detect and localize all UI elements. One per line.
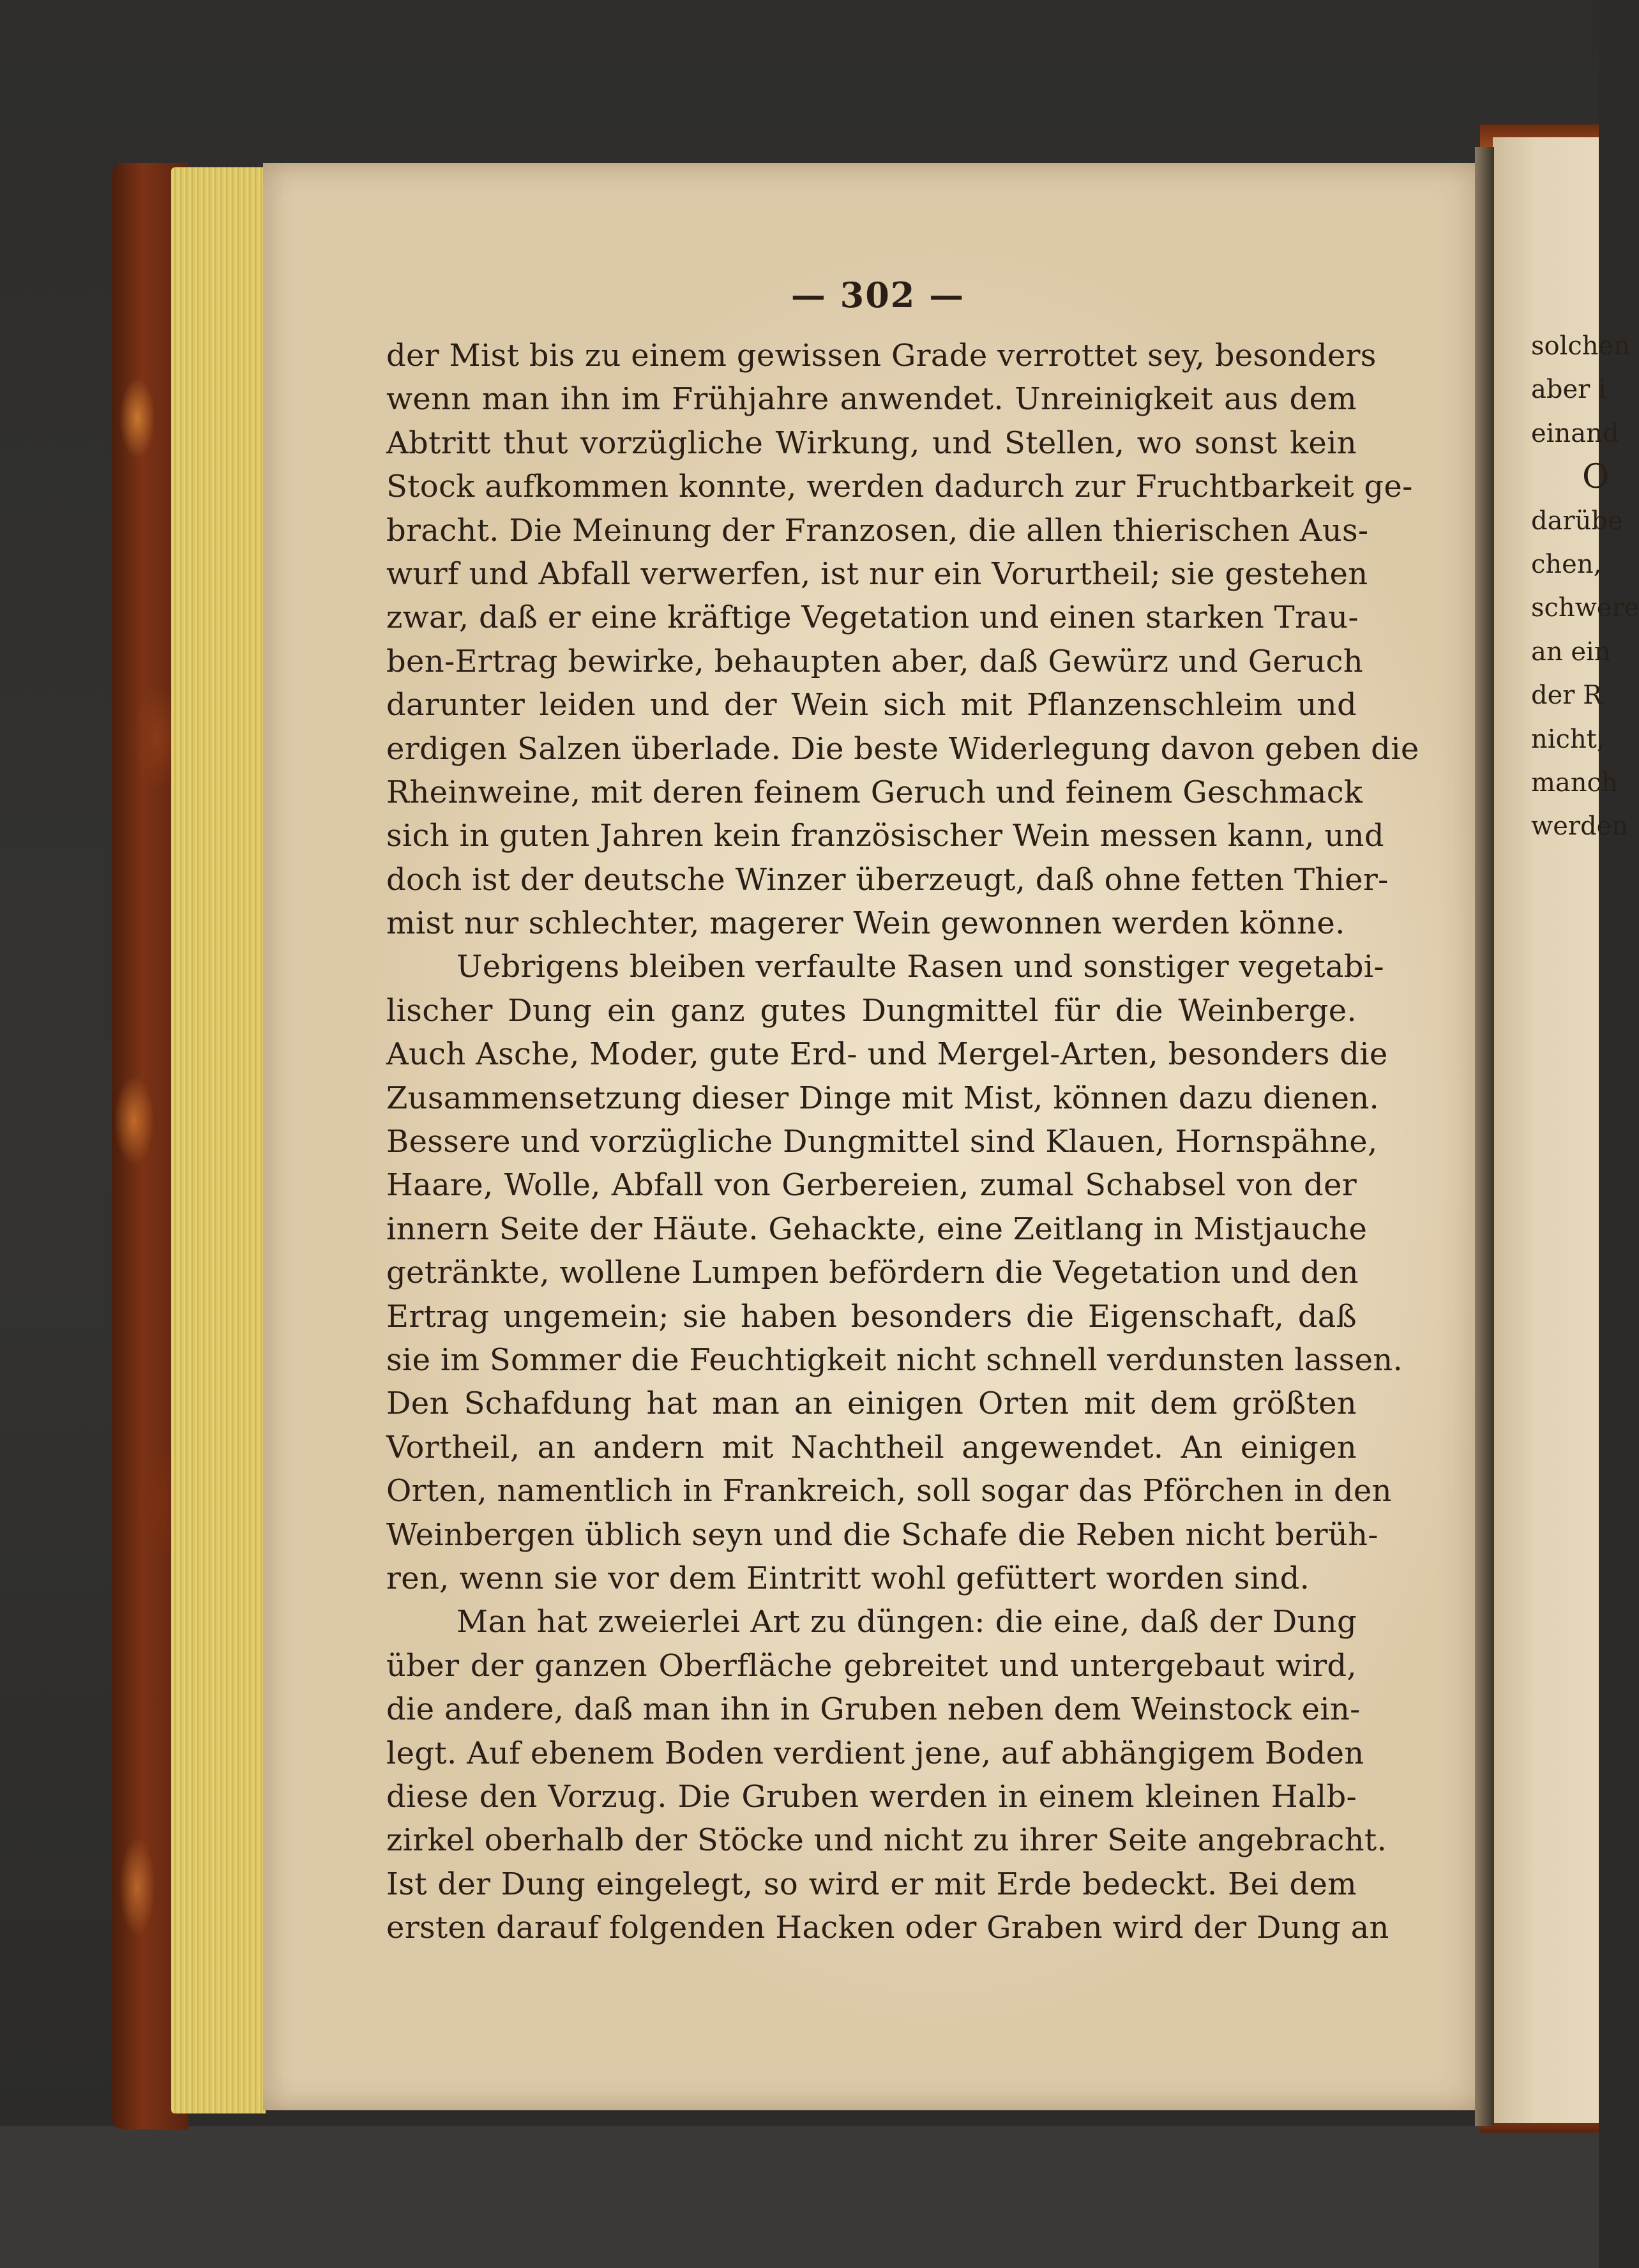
text-line: Ist der Dung eingelegt, so wird er mit Erde bedeckt. Bei dem [386, 1866, 1357, 1902]
book-gutter [1475, 147, 1494, 2126]
facing-text-line: nicht, [1531, 724, 1605, 754]
text-line: legt. Auf ebenem Boden verdient jene, auf abhängigem Boden [386, 1735, 1364, 1771]
facing-text-line: an ein [1531, 637, 1611, 667]
text-line: Haare, Wolle, Abfall von Gerbereien, zumal Schabsel von der [386, 1167, 1357, 1204]
page-body-text [386, 334, 1419, 1949]
text-line: getränkte, wollene Lumpen befördern die Vegetation und den [386, 1255, 1359, 1291]
text-line: Vortheil, an andern mit Nachtheil angewendet. An einigen [386, 1429, 1357, 1465]
text-line: zirkel oberhalb der Stöcke und nicht zu ihrer Seite angebracht. [386, 1822, 1387, 1859]
facing-text-line: einand [1531, 418, 1619, 448]
facing-text-line: darübe [1531, 506, 1623, 536]
page-number: — 302 — [790, 275, 965, 315]
text-line: darunter leiden und der Wein sich mit Pflanzenschleim und [386, 687, 1357, 723]
gilt-page-edges [171, 167, 266, 2113]
facing-text-line: schwere [1531, 593, 1639, 623]
text-line: sich in guten Jahren kein französischer Wein messen kann, und [386, 818, 1384, 854]
text-line: Weinbergen üblich seyn und die Schafe die Reben nicht berüh- [386, 1516, 1378, 1553]
text-line: ersten darauf folgenden Hacken oder Graben wird der Dung an [386, 1910, 1389, 1946]
text-line: bracht. Die Meinung der Franzosen, die allen thierischen Aus- [386, 512, 1369, 548]
text-line: Auch Asche, Moder, gute Erd- und Mergel-Arten, besonders die [386, 1036, 1388, 1073]
facing-text-line: werden [1531, 812, 1629, 842]
text-line: sie im Sommer die Feuchtigkeit nicht schnell verdunsten lassen. [386, 1342, 1403, 1378]
text-line: wurf und Abfall verwerfen, ist nur ein Vorurtheil; sie gestehen [386, 556, 1368, 592]
text-line: erdigen Salzen überlade. Die beste Widerlegung davon geben die [386, 730, 1419, 767]
text-line: Ertrag ungemein; sie haben besonders die Eigenschaft, daß [386, 1298, 1357, 1334]
text-line: wenn man ihn im Frühjahre anwendet. Unreinigkeit aus dem [386, 381, 1357, 418]
text-line: lischer Dung ein ganz gutes Dungmittel für die Weinberge. [386, 992, 1357, 1029]
facing-text-line: der R [1531, 681, 1603, 711]
text-line: ben-Ertrag bewirke, behaupten aber, daß Gewürz und Geruch [386, 643, 1363, 679]
text-line: die andere, daß man ihn in Gruben neben dem Weinstock ein- [386, 1691, 1361, 1728]
text-line: Uebrigens bleiben verfaulte Rasen und sonstiger vegetabi- [457, 949, 1384, 985]
facing-text-line: aber i [1531, 375, 1606, 405]
text-line: der Mist bis zu einem gewissen Grade verrottet sey, besonders [386, 338, 1377, 374]
text-line: Den Schafdung hat man an einigen Orten mit dem größten [386, 1386, 1357, 1422]
facing-text-line: manch [1531, 767, 1618, 798]
text-line: innern Seite der Häute. Gehackte, eine Zeitlang in Mistjauche [386, 1211, 1368, 1247]
facing-text-line: O [1582, 458, 1610, 497]
text-line: Bessere und vorzügliche Dungmittel sind Klauen, Hornspähne, [386, 1124, 1378, 1160]
text-line: Abtritt thut vorzügliche Wirkung, und Stellen, wo sonst kein [386, 425, 1357, 461]
text-line: Rheinweine, mit deren feinem Geruch und feinem Geschmack [386, 774, 1363, 810]
text-line: Orten, namentlich in Frankreich, soll sogar das Pförchen in den [386, 1473, 1392, 1509]
facing-page-text [1531, 324, 1639, 849]
text-line: über der ganzen Oberfläche gebreitet und untergebaut wird, [386, 1647, 1357, 1684]
text-line: mist nur schlechter, magerer Wein gewonnen werden könne. [386, 905, 1345, 942]
text-line: diese den Vorzug. Die Gruben werden in einem kleinen Halb- [386, 1778, 1357, 1815]
text-line: ren, wenn sie vor dem Eintritt wohl gefüttert worden sind. [386, 1560, 1310, 1596]
text-line: zwar, daß er eine kräftige Vegetation und einen starken Trau- [386, 600, 1359, 636]
scanner-bed-edge [0, 2126, 1599, 2268]
text-line: Man hat zweierlei Art zu düngen: die eine, daß der Dung [457, 1604, 1357, 1640]
text-line: Stock aufkommen konnte, werden dadurch zur Fruchtbarkeit ge- [386, 469, 1413, 505]
facing-text-line: solchen [1531, 331, 1630, 361]
text-line: doch ist der deutsche Winzer überzeugt, daß ohne fetten Thier- [386, 861, 1389, 898]
text-line: Zusammensetzung dieser Dinge mit Mist, können dazu dienen. [386, 1080, 1380, 1116]
facing-text-line: chen, [1531, 549, 1602, 579]
